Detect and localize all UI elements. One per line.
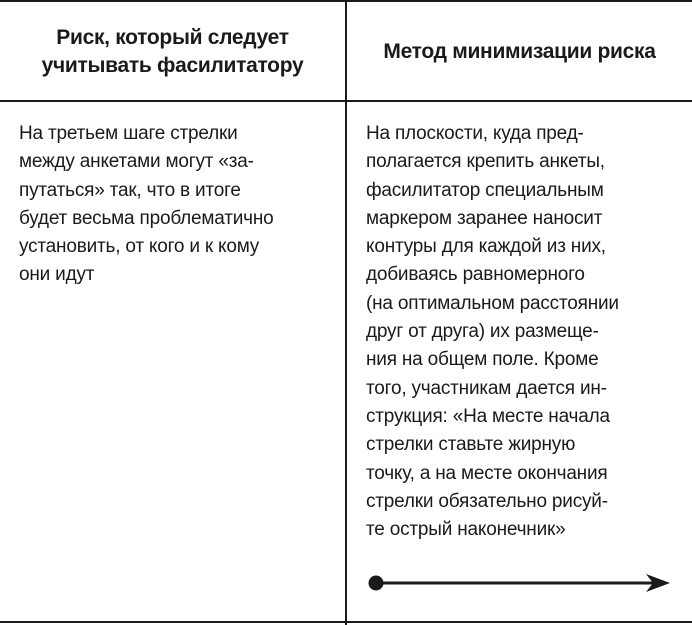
header-method bbox=[347, 4, 692, 100]
risk-cell-text: На третьем шаге стрелки между анкетами могут «за- путаться» так, что в итоге будет весьма проблематично установить, от кого и к кому они идут bbox=[19, 123, 274, 286]
header-method-label: Метод минимизации риска bbox=[383, 40, 656, 63]
header-divider bbox=[0, 100, 692, 102]
header-risk bbox=[0, 4, 345, 100]
arrow-with-dot-icon bbox=[364, 570, 674, 596]
method-cell-text: На плоскости, куда пред- полагается крепить анкеты, фасилитатор специальным маркером заранее наносит контуры для каждой из них, добиваясь равномерного (на оптимальном расстоянии друг от друга) их размеще- ния на общем поле. Кроме того, участникам дается ин- струкция: «На месте начала стрелки ставьте жирную точку, а на месте окончания стрелки обязательно рисуй- те острый наконечник» bbox=[366, 123, 619, 541]
header-risk-label: Риск, который следует учитывать фасилитатору bbox=[41, 26, 304, 77]
